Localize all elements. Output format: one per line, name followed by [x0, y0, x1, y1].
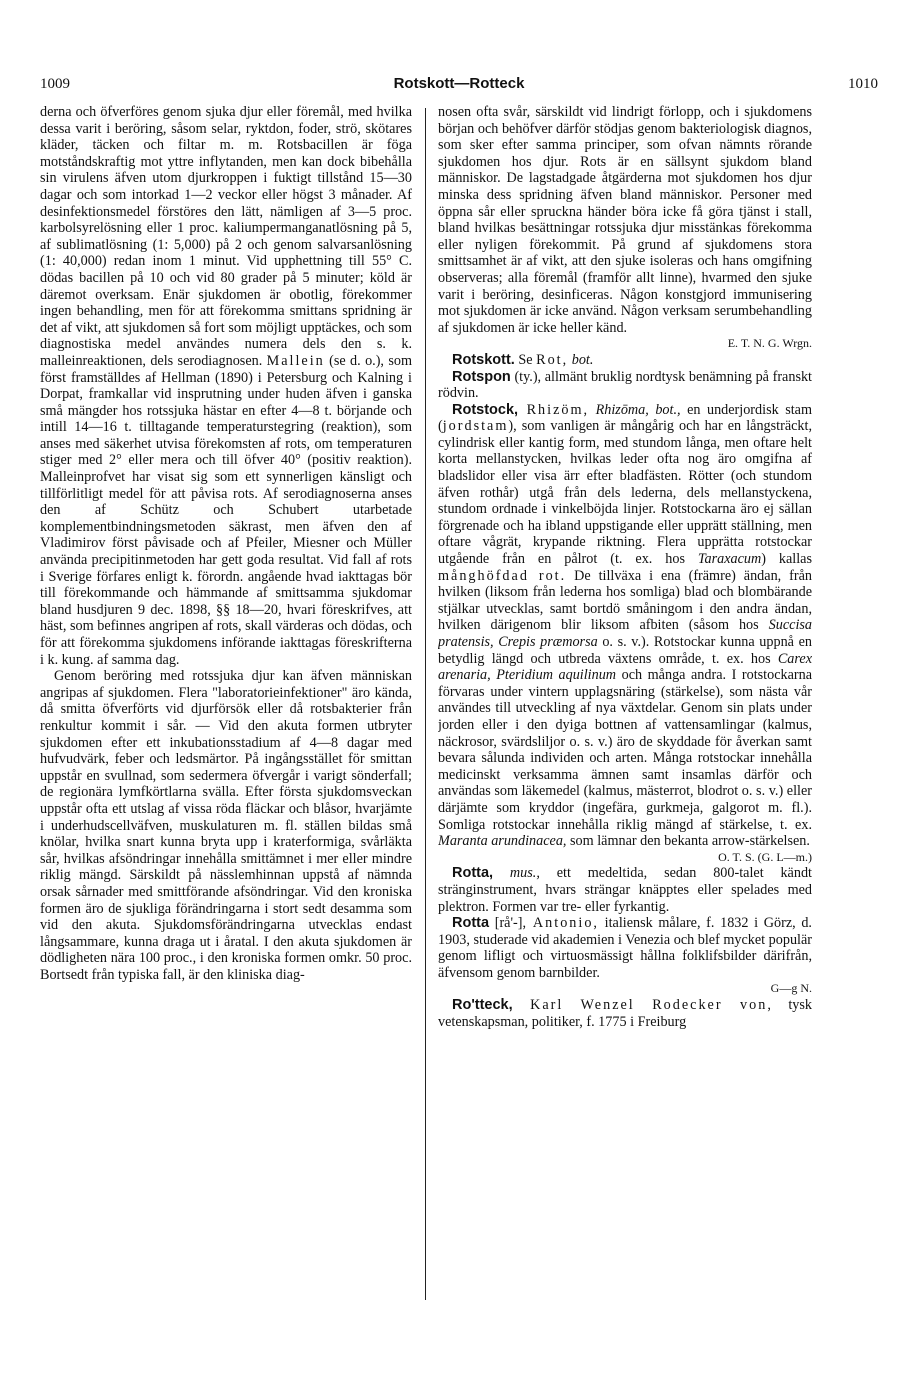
- headword-rotstock: Rotstock,: [452, 401, 519, 418]
- latin-term: Rhizōma, bot.,: [589, 401, 681, 418]
- left-column: [40, 104, 412, 1294]
- entry-text: italiensk målare, f. 1832 i Görz, d. 1903, studerade vid akademien i Venezia och blef mycket populär genom lifligt och virtuosmässigt hållna folklifsbilder därifrån, äfvensom genom barnbilder.: [438, 915, 812, 981]
- paragraph-text: (se d. o.), som först framställdes af Hellman (1890) i Petersburg och Kalning i Dorpat, framkallar vid insprutning under huden äfven i ganska små mängder hos rotssjuka hästar en efter 4—8 t. börjande och intill 14—16 t. tilltagande temperaturstegring (reaktion), som anses med säkerhet utvisa förekomsten af rots, om temperaturen stiger med 2° eller mera och till öfver 40° (positiv reaktion). Malleinprofvet har visat sig som ett synnerligen känsligt och tillförlitligt medel för att påvisa rots. Af serodiagnoserna anses den af Schütz och Schubert utarbetade komplementbindningsmetoden säkrast, men äfven den af Vladimirov först påvisade och af Pfeiler, Miesner och Müller använda precipitinmetoden har gett goda resultat. Vid fall af rots i Sverige förfares enligt k. förordn. angående hvad iakttagas bör till förekommande och hämmande af smittsamma sjukdomar bland husdjuren 9 dec. 1898, §§ 18—20, hvari föreskrifves, att häst, som befinnes angripen af rots, skall värderas och dödas, och för att förekomma sjukdomens införande iakttagas föreskrifterna i k. kung. af samma dag.: [40, 352, 412, 668]
- term: månghöfdad rot.: [438, 567, 567, 584]
- entry-text: som lämnar den bekanta arrow-stärkelsen.: [566, 833, 810, 850]
- headword-rotta: Rotta: [452, 915, 490, 932]
- entry-text: o. s. v.). Rotstockar kunna uppnå en betydlig längd och utbreda växtens område, t. ex. hos: [438, 634, 812, 667]
- entry-text: ett medeltida, sedan 800-talet kändt stränginstrument, hvars strängar knäpptes eller spelades med plektron. Formen var tre- eller fyrkantig.: [438, 865, 812, 915]
- rots-continuation-paragraph: [40, 104, 412, 668]
- headword-rotta: Rotta,: [452, 865, 494, 882]
- entry-rotta-painter: [438, 915, 812, 981]
- entry-rotstock: [438, 402, 812, 850]
- rots-human-paragraph: Genom beröring med rotssjuka djur kan äfven människan angripas af sjukdomen. Flera "laboratorieinfektioner" äro kända, då smitta öfverförts vid djurförsök eller då rotsbakterier från renkultur kommit i sår. — Vid den akuta formen utbryter sjukdomen efter ett inkubationsstadium af 4—8 dagar med hufvudvärk, feber och ledsmärtor. På ingångsstället för smittan uppstår en svullnad, som sedermera öfvergår i varigt sönderfall; de regionära lymfkörtlarna svälla. Efter första sjukdomsveckan uppstår ofta ett utslag af vissa röda fläckar och blåsor, hvarjämte i underhudscellväfven, muskulaturen m. fl. ställen bildas små knölar, hvilka snart kunna bryta upp i kraterformiga, svårläkta sår, hvilkas afsöndringar innehålla smittämnet i mer eller mindre riklig mängd. Särskildt på nässlemhinnan uppstå af nämnda orsak sårnader med smittförande afsöndringar. Vid den kroniska formen äro de sjukliga förändringarna i stort sedt desamma som vid den akuta. Sjukdomsförändringarna utvecklas endast långsammare, kunna draga ut i åratal. I den akuta sjukdomen är dödligheten nära 100 proc., i den kroniska formen omkr. 50 proc. Bortsedt från typiska fall, är den kliniska diag-: [40, 668, 412, 983]
- headword-rotskott: Rotskott.: [452, 351, 515, 368]
- page-header: [40, 72, 878, 96]
- cross-reference: Rot,: [536, 351, 569, 368]
- mallein-term: Mallein: [266, 352, 325, 369]
- column-divider: [425, 108, 426, 1300]
- subject-abbrev: mus.,: [493, 865, 540, 882]
- latin-term: Maranta arundinacea,: [438, 833, 567, 850]
- headword-rotteck: Ro'tteck,: [452, 997, 513, 1014]
- entry-text: och många andra. I rotstockarna förvaras under vintern upplagsnäring (stärkelse), som nästa vår användes till utveckling af nya växtdelar. Genom sin plats under jorden eller i den dyiga bottnen af vattensamlingar (kalmus, näckrosor, svärdsliljor o. s. v.) äro de skyddade för åverkan samt bevara sålunda individen och arten. Många rotstockar innehålla medicinskt verksamma ämnen samt insamlas därför och användas som läkemedel (kalmus, mästerrot, blodrot o. s. v.) eller därjämte som kryddor (ingefära, gurkmeja, galgorot m. fl.). Somliga rotstockar innehålla riklig mängd af stärkelse, t. ex.: [438, 667, 812, 833]
- entry-text: tysk vetenskapsman, politiker, f. 1775 i Freiburg: [438, 997, 812, 1030]
- entry-text: Se: [514, 351, 537, 368]
- page-number-right: 1010: [848, 76, 878, 92]
- entry-text: en underjordisk stam (: [438, 401, 812, 435]
- latin-term: Taraxacum: [697, 551, 762, 568]
- author-signature: E. T. N. G. Wrgn.: [727, 336, 812, 351]
- subject-abbrev: bot.: [568, 351, 594, 368]
- rots-diagnosis-paragraph: nosen ofta svår, särskildt vid lindrigt förlopp, och i sjukdomens början och behöfver därför stödjas genom bakteriologisk diagnos, som sker efter samma principer, som ofvan nämnts rörande sjukdomen hos djur. Rots är en sällsynt sjukdom bland människor. De lagstadgade åtgärderna mot sjukdomen hos djur minska dess spridning äfven bland människor. Personer med öppna sår eller spruckna händer böra icke få göra tjänst i stall, bland hvilkas besättningar rotssjuka djur misstänkas förekomma eller nyligen förekommit. På grund af sjukdomens stora smittsamhet är af vikt, att den sjuke isoleras och hans omgifning observeras; alla föremål (framför allt linne), hvarmed den sjuke varit i beröring, desinficeras. Någon konstgjord immunisering mot sjukdomen är icke använd. Någon verksam serumbehandling af sjukdomen är icke heller känd.: [438, 104, 812, 336]
- entry-rotspon: [438, 369, 812, 402]
- running-title: Rotskott—Rotteck: [393, 75, 525, 92]
- pronunciation: [rå'-],: [489, 915, 527, 932]
- headword-rotspon: Rotspon: [452, 368, 511, 385]
- page-number-left: 1009: [40, 76, 70, 92]
- synonym: jordstam: [442, 418, 509, 435]
- synonym: Rhizöm,: [518, 401, 590, 418]
- entry-text: ), som vanligen är mångårig och har en långsträckt, cylindrisk eller kantig form, med stundom långa, men oftare helt korta mellanstycken, hvilkas leder ofta nog äro omgifna af bladslidor eller visa ärr efter bladfästen. Rötter (och stundom äfven rothår) utgå från dels lederna, dels mellanstyckena, stundom ordnade i vinkelböjda linjer. Rotstockarna äro ej sällan förgrenade och ha ibland uppstigande eller upprätt ställning, men oftare vågrät, krypande riktning. Flera upprätta rotstockar utgående från en pålrot (t. ex. hos: [438, 418, 812, 568]
- person-name: Karl Wenzel Rodecker von,: [512, 997, 773, 1014]
- latin-term: Carex arenaria, Pteridium aquilinum: [438, 650, 812, 684]
- entry-rotta-music: [438, 865, 812, 915]
- author-signature: O. T. S. (G. L—m.): [718, 849, 812, 864]
- paragraph-text: derna och öfverföres genom sjuka djur eller föremål, med hvilka dessa varit i beröring, såsom selar, ryktdon, foder, strö, skötares kläder, täcken och filtar m. m. Rotsbacillen är föga motståndskraftig mot yttre inflytanden, men kan dock bibehålla sin virulens äfven utom djurkroppen i fuktigt tillstånd 15—30 dagar och som intorkad 1—2 veckor eller högst 3 månader. Af desinfektionsmedel förstöres den lätt, nämligen af 3—5 proc. karbolsyrelösning eller 1 proc. kaliumpermanganatlösning på 5, af sublimatlösning (1: 5,000) på 2 och genom salvarsanlösning (1: 40,000) redan inom 1 minut. Vid upphettning till 55° C. dödas bacillen på 10 och vid 80 grader på 5 minuter; köld är däremot overksam. Enär sjukdomen är obotlig, förekommer ingen behandling, men för att förekomma smittans spridning är det af vikt, att sjukdomen så fort som möjligt upptäckes, och som diagnostiska medel användes numera dels den s. k. malleinreaktionen, dels serodiagnosen.: [40, 104, 412, 369]
- person-name: Antonio,: [526, 915, 599, 932]
- entry-text: ) kallas: [761, 551, 812, 568]
- entry-text: (ty.), allmänt bruklig nordtysk benämning på franskt rödvin.: [438, 368, 812, 402]
- author-signature: G—g N.: [770, 981, 812, 996]
- entry-rotskott: [438, 352, 812, 369]
- entry-rotteck: [438, 997, 812, 1030]
- entry-text: De tillväxa i ena (främre) ändan, från hvilken (liksom från lederna hos somliga) blad och blombärande stjälkar utvecklas, samt bortdö småningom i den andra ändan, hvilken därigenom blir liksom afbiten (såsom hos: [438, 567, 812, 634]
- latin-term: Succisa pratensis, Crepis præmorsa: [438, 617, 812, 650]
- right-column: [438, 104, 812, 1294]
